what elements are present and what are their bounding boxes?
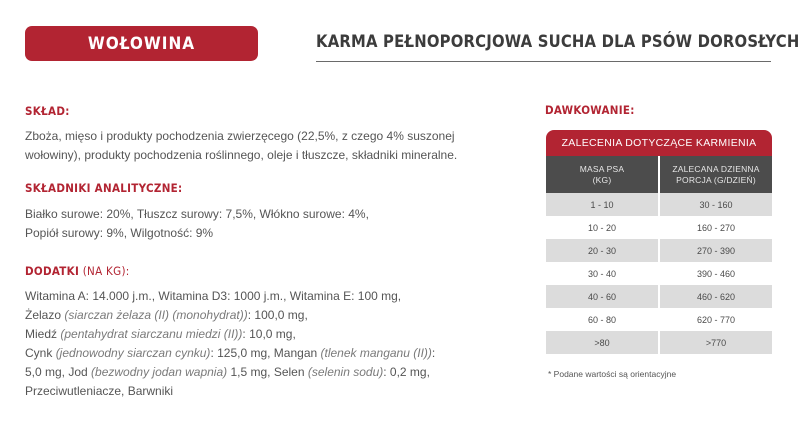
dodatki-l5-b: (bezwodny jodan wapnia) (91, 365, 228, 379)
dodatki-l4-e: : (431, 346, 436, 360)
feeding-table-header (546, 156, 772, 193)
cell-porcja: 460 - 620 (696, 291, 736, 302)
dodatki-line-4 (25, 344, 435, 363)
headline-divider (316, 61, 771, 62)
table-row (546, 331, 772, 354)
cell-masa: >80 (546, 331, 660, 354)
dodatki-l2-b: (siarczan żelaza (II) (monohydrat)) (64, 308, 248, 322)
dodatki-text (25, 287, 435, 401)
cell-porcja: >770 (705, 337, 727, 348)
sklad-line-2: wołowiny), produkty pochodzenia roślinnego, oleje i tłuszcze, składniki mineralne. (25, 148, 458, 162)
table-row (546, 308, 772, 331)
dodatki-l4-d: (tlenek manganu (II)) (320, 346, 432, 360)
table-row (546, 239, 772, 262)
sklad-line-1: Zboża, mięso i produkty pochodzenia zwierzęcego (22,5%, z czego 4% suszonej (25, 129, 455, 143)
dawkowanie-title: DAWKOWANIE: (545, 103, 635, 117)
cell-porcja: 620 - 770 (696, 314, 736, 325)
column-header-porcja (660, 156, 772, 193)
dodatki-title (25, 264, 130, 278)
dodatki-title-main: DODATKI (25, 264, 80, 278)
dodatki-l4-b: (jednowodny siarczan cynku) (55, 346, 211, 360)
analityczne-line-1: Białko surowe: 20%, Tłuszcz surowy: 7,5%, Włókno surowe: 4%, (25, 207, 369, 221)
cell-masa: 1 - 10 (546, 193, 660, 216)
dodatki-l2-a: Żelazo (25, 308, 65, 322)
dodatki-line-6: Przeciwutleniacze, Barwniki (25, 384, 174, 398)
feeding-table-title: ZALECENIA DOTYCZĄCE KARMIENIA (546, 130, 772, 156)
dodatki-l4-c: : 125,0 mg, Mangan (210, 346, 321, 360)
analityczne-line-2: Popiół surowy: 9%, Wilgotność: 9% (25, 226, 214, 240)
dodatki-l5-e: : 0,2 mg, (383, 365, 430, 379)
analityczne-text (25, 205, 369, 243)
product-variant-badge: WOŁOWINA (25, 26, 258, 61)
table-row (546, 285, 772, 308)
table-row (546, 216, 772, 239)
col2-line-1: ZALECANA DZIENNA (672, 163, 760, 174)
product-headline: KARMA PEŁNOPORCJOWA SUCHA DLA PSÓW DOROSŁYCH (316, 32, 800, 51)
feeding-table (546, 130, 772, 354)
cell-porcja: 270 - 390 (696, 245, 736, 256)
cell-porcja: 390 - 460 (696, 268, 736, 279)
dodatki-line-3 (25, 325, 435, 344)
dodatki-l5-c: 1,5 mg, Selen (227, 365, 308, 379)
cell-masa: 30 - 40 (546, 262, 660, 285)
dodatki-title-sub: (NA KG): (79, 264, 130, 278)
table-row (546, 262, 772, 285)
cell-masa: 40 - 60 (546, 285, 660, 308)
dodatki-l5-d: (selenin sodu) (307, 365, 384, 379)
table-footnote: * Podane wartości są orientacyjne (548, 369, 677, 379)
dodatki-l2-c: : 100,0 mg, (247, 308, 308, 322)
dodatki-l4-a: Cynk (25, 346, 56, 360)
sklad-text (25, 127, 457, 165)
cell-masa: 10 - 20 (546, 216, 660, 239)
cell-masa: 60 - 80 (546, 308, 660, 331)
col1-line-2: (KG) (592, 174, 612, 185)
cell-masa: 20 - 30 (546, 239, 660, 262)
table-row (546, 193, 772, 216)
cell-porcja: 160 - 270 (696, 222, 736, 233)
dodatki-line-5 (25, 363, 435, 382)
col1-line-1: MASA PSA (579, 163, 625, 174)
column-header-masa (546, 156, 660, 193)
col2-line-2: PORCJA (G/DZIEŃ) (676, 174, 756, 185)
analityczne-title: SKŁADNIKI ANALITYCZNE: (25, 181, 183, 195)
dodatki-line-2 (25, 306, 435, 325)
sklad-title: SKŁAD: (25, 104, 70, 118)
dodatki-l3-b: (pentahydrat siarczanu miedzi (II)) (60, 327, 243, 341)
cell-porcja: 30 - 160 (699, 199, 733, 210)
dodatki-l3-c: : 10,0 mg, (242, 327, 296, 341)
dodatki-line-1: Witamina A: 14.000 j.m., Witamina D3: 1000 j.m., Witamina E: 100 mg, (25, 289, 402, 303)
dodatki-l5-a: 5,0 mg, Jod (25, 365, 92, 379)
dodatki-l3-a: Miedź (25, 327, 61, 341)
